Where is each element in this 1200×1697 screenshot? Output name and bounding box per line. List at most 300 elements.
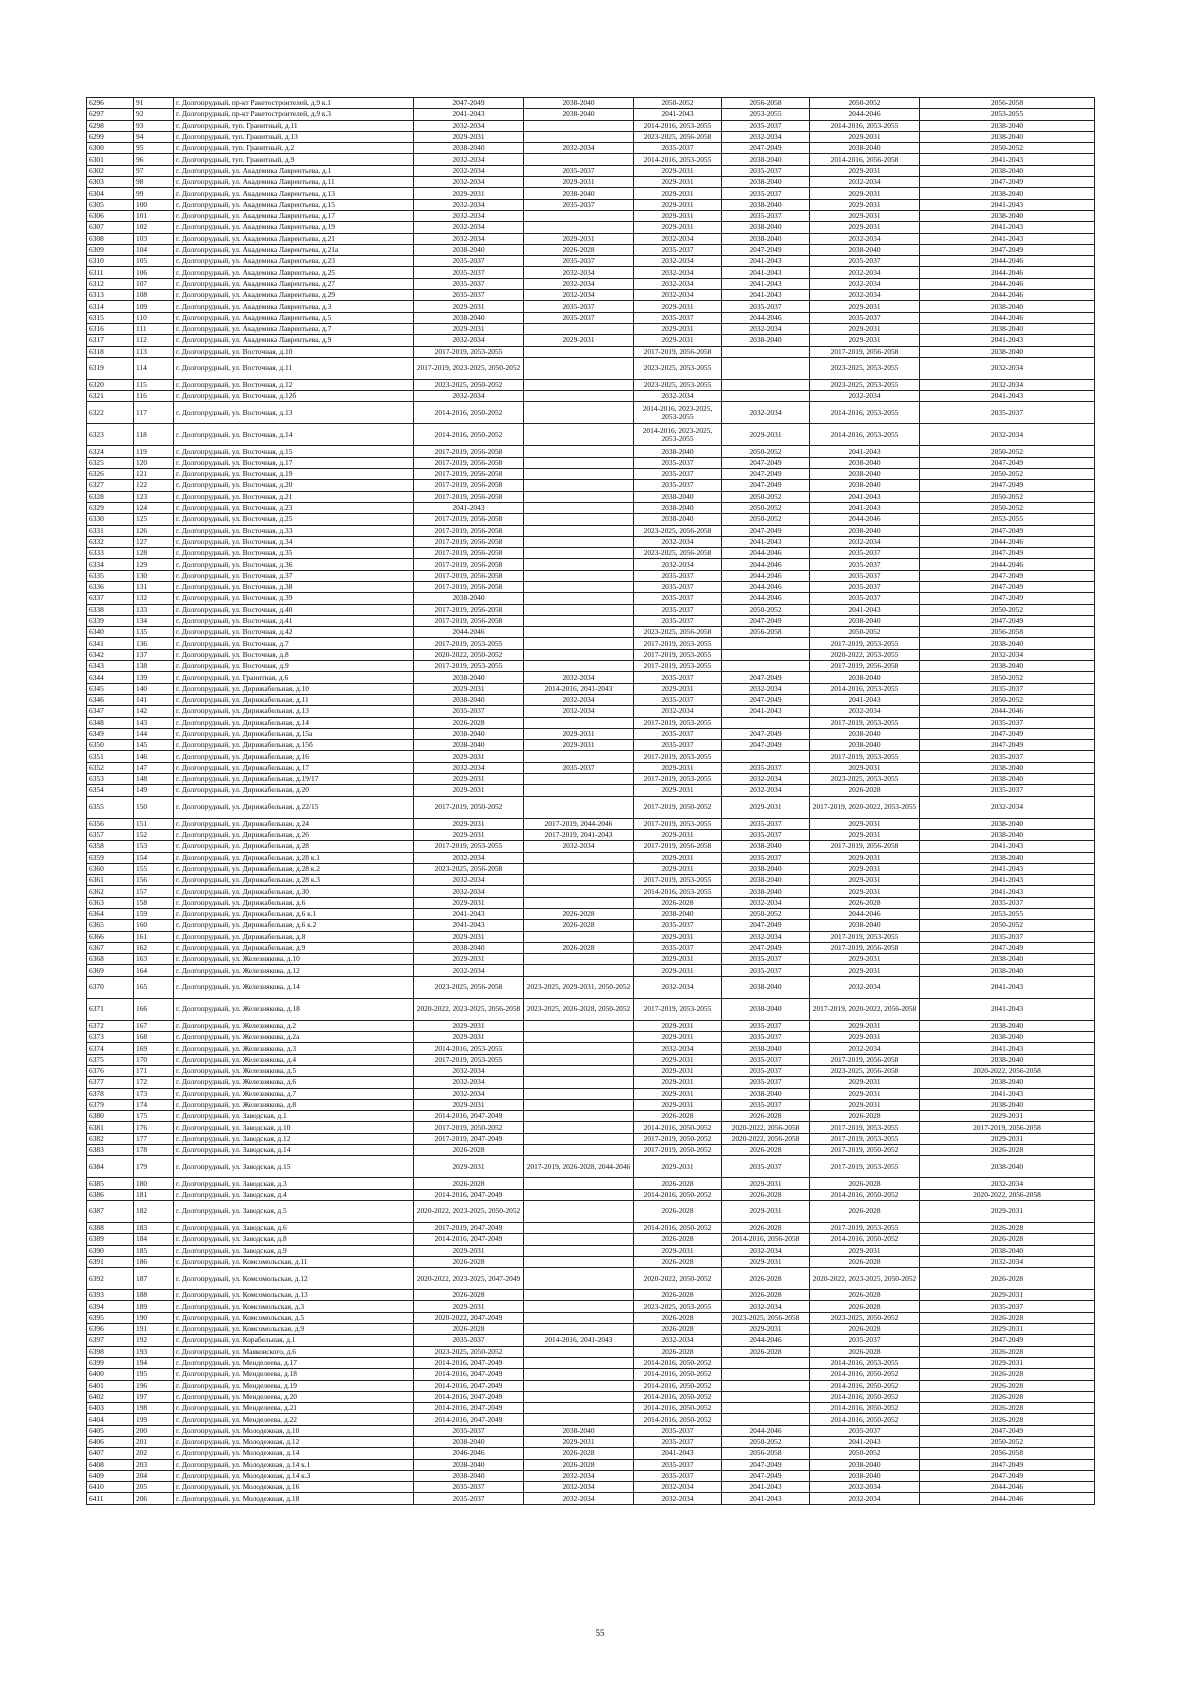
period-cell: 2035-2037 — [920, 717, 1095, 728]
period-cell: 2032-2034 — [524, 1493, 634, 1504]
period-cell: 2023-2025, 2050-2052 — [810, 1312, 920, 1323]
row-number: 6400 — [87, 1369, 134, 1380]
period-cell: 2029-2031 — [920, 1324, 1095, 1335]
period-cell: 2032-2034 — [414, 965, 524, 976]
table-row — [87, 841, 1095, 852]
address-cell: г. Долгопрудный, ул. Дирижабельная, д.15а — [174, 728, 414, 739]
row-number: 6371 — [87, 998, 134, 1020]
table-row — [87, 942, 1095, 953]
period-cell: 2047-2049 — [722, 615, 810, 626]
table-row — [87, 424, 1095, 446]
table-row — [87, 1020, 1095, 1031]
period-cell: 2026-2028 — [920, 1414, 1095, 1425]
address-cell: г. Долгопрудный, ул. Дирижабельная, д.6 — [174, 897, 414, 908]
period-cell — [722, 379, 810, 390]
row-number: 6397 — [87, 1335, 134, 1346]
period-cell: 2035-2037 — [634, 740, 722, 751]
period-cell: 2020-2022, 2056-2058 — [920, 1065, 1095, 1076]
table-row — [87, 1324, 1095, 1335]
address-cell: г. Долгопрудный, ул. Железнякова, д.14 — [174, 976, 414, 998]
table-row — [87, 233, 1095, 244]
period-cell: 2041-2043 — [634, 109, 722, 120]
address-cell: г. Долгопрудный, ул. Менделеева, д.17 — [174, 1357, 414, 1368]
row-number: 6369 — [87, 965, 134, 976]
row-number: 6329 — [87, 502, 134, 513]
period-cell: 2041-2043 — [722, 278, 810, 289]
item-number: 191 — [134, 1324, 174, 1335]
address-cell: г. Долгопрудный, ул. Восточная, д.9 — [174, 661, 414, 672]
period-cell: 2038-2040 — [920, 661, 1095, 672]
item-number: 162 — [134, 942, 174, 953]
table-row — [87, 1111, 1095, 1122]
period-cell: 2029-2031 — [634, 785, 722, 796]
period-cell: 2047-2049 — [722, 694, 810, 705]
period-cell: 2026-2028 — [634, 1324, 722, 1335]
item-number: 115 — [134, 379, 174, 390]
period-cell: 2014-2016, 2050-2052 — [634, 1391, 722, 1402]
item-number: 121 — [134, 469, 174, 480]
period-cell: 2035-2037 — [722, 852, 810, 863]
table-row — [87, 897, 1095, 908]
period-cell: 2035-2037 — [810, 256, 920, 267]
period-cell: 2026-2028 — [414, 1324, 524, 1335]
period-cell — [524, 154, 634, 165]
period-cell: 2035-2037 — [920, 785, 1095, 796]
row-number: 6303 — [87, 177, 134, 188]
period-cell: 2023-2025, 2053-2055 — [810, 357, 920, 379]
item-number: 163 — [134, 954, 174, 965]
period-cell: 2032-2034 — [810, 278, 920, 289]
period-cell: 2026-2028 — [722, 1145, 810, 1156]
period-cell: 2035-2037 — [722, 210, 810, 221]
table-row — [87, 1077, 1095, 1088]
period-cell — [524, 581, 634, 592]
period-cell: 2014-2016, 2053-2055 — [810, 120, 920, 131]
period-cell — [524, 346, 634, 357]
period-cell: 2035-2037 — [524, 312, 634, 323]
period-cell — [524, 446, 634, 457]
address-cell: г. Долгопрудный, ул. Заводская, д.4 — [174, 1189, 414, 1200]
address-cell: г. Долгопрудный, ул. Заводская, д.15 — [174, 1156, 414, 1178]
period-cell: 2014-2016, 2047-2049 — [414, 1189, 524, 1200]
period-cell: 2026-2028 — [810, 1256, 920, 1267]
period-cell: 2029-2031 — [722, 1200, 810, 1222]
period-cell: 2029-2031 — [722, 1324, 810, 1335]
period-cell — [524, 424, 634, 446]
period-cell: 2038-2040 — [722, 875, 810, 886]
period-cell: 2026-2028 — [634, 1200, 722, 1222]
item-number: 127 — [134, 536, 174, 547]
period-cell: 2029-2031 — [634, 222, 722, 233]
period-cell: 2038-2040 — [920, 954, 1095, 965]
period-cell: 2026-2028 — [810, 785, 920, 796]
period-cell: 2038-2040 — [414, 244, 524, 255]
item-number: 157 — [134, 886, 174, 897]
row-number: 6352 — [87, 762, 134, 773]
period-cell — [524, 323, 634, 334]
table-row — [87, 1357, 1095, 1368]
period-cell — [524, 570, 634, 581]
period-cell: 2035-2037 — [524, 165, 634, 176]
period-cell: 2017-2019, 2047-2049 — [414, 1222, 524, 1233]
table-row — [87, 627, 1095, 638]
period-cell: 2032-2034 — [722, 402, 810, 424]
period-cell: 2035-2037 — [634, 570, 722, 581]
period-cell — [524, 402, 634, 424]
period-cell: 2017-2019, 2056-2058 — [634, 841, 722, 852]
period-cell: 2017-2019, 2047-2049 — [414, 1133, 524, 1144]
row-number: 6367 — [87, 942, 134, 953]
address-cell: г. Долгопрудный, ул. Восточная, д.7 — [174, 638, 414, 649]
period-cell: 2038-2040 — [920, 1032, 1095, 1043]
period-cell: 2014-2016, 2050-2052 — [634, 1222, 722, 1233]
period-cell: 2038-2040 — [722, 222, 810, 233]
period-cell: 2014-2016, 2050-2052 — [414, 424, 524, 446]
period-cell: 2026-2028 — [634, 1346, 722, 1357]
period-cell: 2017-2019, 2053-2055 — [810, 751, 920, 762]
period-cell: 2017-2019, 2026-2028, 2044-2046 — [524, 1156, 634, 1178]
period-cell: 2047-2049 — [722, 480, 810, 491]
period-cell: 2029-2031 — [810, 301, 920, 312]
period-cell: 2029-2031 — [810, 165, 920, 176]
period-cell: 2038-2040 — [722, 841, 810, 852]
period-cell: 2032-2034 — [634, 559, 722, 570]
period-cell: 2020-2022, 2053-2055 — [810, 649, 920, 660]
period-cell: 2032-2034 — [810, 290, 920, 301]
period-cell: 2029-2031 — [634, 177, 722, 188]
period-cell: 2014-2016, 2053-2055 — [634, 886, 722, 897]
period-cell — [524, 1200, 634, 1222]
period-cell — [524, 1369, 634, 1380]
period-cell: 2020-2022, 2056-2058 — [722, 1133, 810, 1144]
period-cell: 2032-2034 — [722, 683, 810, 694]
row-number: 6299 — [87, 131, 134, 142]
item-number: 149 — [134, 785, 174, 796]
period-cell: 2035-2037 — [634, 581, 722, 592]
period-cell: 2014-2016, 2050-2052 — [810, 1403, 920, 1414]
period-cell: 2029-2031 — [414, 785, 524, 796]
period-cell: 2032-2034 — [524, 1482, 634, 1493]
period-cell: 2029-2031 — [810, 762, 920, 773]
table-row — [87, 965, 1095, 976]
period-cell: 2044-2046 — [920, 536, 1095, 547]
item-number: 130 — [134, 570, 174, 581]
table-row — [87, 785, 1095, 796]
address-cell: г. Долгопрудный, ул. Менделеева, д.21 — [174, 1403, 414, 1414]
period-cell: 2035-2037 — [920, 897, 1095, 908]
item-number: 107 — [134, 278, 174, 289]
table-row — [87, 751, 1095, 762]
period-cell: 2029-2031 — [810, 222, 920, 233]
item-number: 178 — [134, 1145, 174, 1156]
period-cell: 2041-2043 — [920, 998, 1095, 1020]
period-cell: 2017-2019, 2053-2055 — [634, 661, 722, 672]
address-cell: г. Долгопрудный, ул. Комсомольская, д.3 — [174, 1301, 414, 1312]
row-number: 6372 — [87, 1020, 134, 1031]
period-cell: 2026-2028 — [524, 1448, 634, 1459]
table-row — [87, 1493, 1095, 1504]
address-cell: г. Долгопрудный, ул. Восточная, д.36 — [174, 559, 414, 570]
period-cell — [524, 717, 634, 728]
period-cell — [524, 785, 634, 796]
period-cell: 2041-2043 — [920, 841, 1095, 852]
period-cell: 2035-2037 — [414, 267, 524, 278]
item-number: 142 — [134, 706, 174, 717]
item-number: 94 — [134, 131, 174, 142]
period-cell: 2047-2049 — [920, 548, 1095, 559]
period-cell: 2032-2034 — [414, 177, 524, 188]
period-cell: 2047-2049 — [920, 480, 1095, 491]
item-number: 197 — [134, 1391, 174, 1402]
period-cell: 2017-2019, 2056-2058 — [414, 615, 524, 626]
table-row — [87, 323, 1095, 334]
row-number: 6393 — [87, 1290, 134, 1301]
period-cell: 2032-2034 — [524, 143, 634, 154]
period-cell: 2046-2046 — [414, 1448, 524, 1459]
table-row — [87, 120, 1095, 131]
row-number: 6382 — [87, 1133, 134, 1144]
table-row — [87, 1403, 1095, 1414]
item-number: 109 — [134, 301, 174, 312]
period-cell: 2017-2019, 2056-2058 — [414, 570, 524, 581]
period-cell: 2047-2049 — [920, 1459, 1095, 1470]
period-cell: 2044-2046 — [920, 559, 1095, 570]
period-cell: 2044-2046 — [722, 559, 810, 570]
period-cell: 2047-2049 — [722, 457, 810, 468]
period-cell: 2047-2049 — [920, 581, 1095, 592]
period-cell: 2029-2031 — [634, 1065, 722, 1076]
period-cell: 2035-2037 — [810, 570, 920, 581]
address-cell: г. Долгопрудный, ул. Академика Лаврентьева, д.19 — [174, 222, 414, 233]
period-cell: 2038-2040 — [920, 188, 1095, 199]
period-cell: 2029-2031 — [634, 165, 722, 176]
period-cell: 2050-2052 — [920, 672, 1095, 683]
period-cell — [722, 638, 810, 649]
address-cell: г. Долгопрудный, ул. Дирижабельная, д.19/17 — [174, 774, 414, 785]
row-number: 6358 — [87, 841, 134, 852]
table-row — [87, 649, 1095, 660]
item-number: 101 — [134, 210, 174, 221]
period-cell: 2044-2046 — [722, 548, 810, 559]
address-cell: г. Долгопрудный, ул. Восточная, д.15 — [174, 446, 414, 457]
item-number: 137 — [134, 649, 174, 660]
period-cell — [722, 1391, 810, 1402]
period-cell: 2029-2031 — [810, 954, 920, 965]
address-cell: г. Долгопрудный, ул. Дирижабельная, д.28 — [174, 841, 414, 852]
item-number: 125 — [134, 514, 174, 525]
period-cell — [524, 638, 634, 649]
row-number: 6379 — [87, 1099, 134, 1110]
item-number: 131 — [134, 581, 174, 592]
table-row — [87, 469, 1095, 480]
period-cell: 2032-2034 — [920, 649, 1095, 660]
period-cell — [524, 1043, 634, 1054]
address-cell: г. Долгопрудный, ул. Дирижабельная, д.9 — [174, 942, 414, 953]
table-row — [87, 1312, 1095, 1323]
period-cell: 2017-2019, 2053-2055 — [810, 638, 920, 649]
period-cell — [524, 615, 634, 626]
period-cell: 2035-2037 — [634, 604, 722, 615]
period-cell: 2029-2031 — [414, 301, 524, 312]
period-cell: 2038-2040 — [920, 829, 1095, 840]
item-number: 187 — [134, 1268, 174, 1290]
address-cell: г. Долгопрудный, ул. Академика Лаврентьева, д.3 — [174, 301, 414, 312]
period-cell: 2035-2037 — [414, 706, 524, 717]
period-cell — [524, 863, 634, 874]
period-cell: 2032-2034 — [414, 233, 524, 244]
address-cell: г. Долгопрудный, ул. Академика Лаврентьева, д.5 — [174, 312, 414, 323]
table-row — [87, 1122, 1095, 1133]
period-cell — [524, 661, 634, 672]
table-row — [87, 570, 1095, 581]
row-number: 6381 — [87, 1122, 134, 1133]
period-cell: 2029-2031 — [414, 829, 524, 840]
period-cell: 2029-2031 — [634, 323, 722, 334]
period-cell: 2041-2043 — [810, 694, 920, 705]
period-cell: 2032-2034 — [634, 290, 722, 301]
period-cell: 2044-2046 — [920, 1482, 1095, 1493]
row-number: 6353 — [87, 774, 134, 785]
period-cell: 2023-2025, 2056-2058 — [414, 863, 524, 874]
period-cell: 2029-2031 — [634, 829, 722, 840]
period-cell: 2017-2019, 2041-2043 — [524, 829, 634, 840]
row-number: 6404 — [87, 1414, 134, 1425]
period-cell: 2029-2031 — [634, 1245, 722, 1256]
period-cell: 2035-2037 — [634, 469, 722, 480]
row-number: 6312 — [87, 278, 134, 289]
item-number: 145 — [134, 740, 174, 751]
period-cell: 2032-2034 — [810, 1043, 920, 1054]
period-cell: 2026-2028 — [414, 1256, 524, 1267]
address-cell: г. Долгопрудный, ул. Восточная, д.11 — [174, 357, 414, 379]
period-cell: 2038-2040 — [920, 774, 1095, 785]
item-number: 185 — [134, 1245, 174, 1256]
period-cell: 2014-2016, 2047-2049 — [414, 1391, 524, 1402]
row-number: 6323 — [87, 424, 134, 446]
period-cell: 2050-2052 — [722, 604, 810, 615]
row-number: 6385 — [87, 1178, 134, 1189]
period-cell: 2026-2028 — [920, 1234, 1095, 1245]
period-cell: 2050-2052 — [722, 1436, 810, 1447]
table-row — [87, 1032, 1095, 1043]
row-number: 6324 — [87, 446, 134, 457]
period-cell: 2029-2031 — [524, 728, 634, 739]
period-cell — [722, 1414, 810, 1425]
period-cell: 2038-2040 — [722, 976, 810, 998]
period-cell: 2035-2037 — [722, 188, 810, 199]
period-cell: 2047-2049 — [920, 244, 1095, 255]
table-row — [87, 1391, 1095, 1402]
period-cell: 2032-2034 — [414, 391, 524, 402]
period-cell: 2026-2028 — [634, 1178, 722, 1189]
period-cell: 2038-2040 — [810, 469, 920, 480]
period-cell: 2023-2025, 2026-2028, 2050-2052 — [524, 998, 634, 1020]
period-cell: 2032-2034 — [414, 199, 524, 210]
period-cell: 2017-2019, 2056-2058 — [414, 446, 524, 457]
period-cell: 2014-2016, 2047-2049 — [414, 1234, 524, 1245]
period-cell: 2017-2019, 2053-2055 — [414, 841, 524, 852]
period-cell: 2032-2034 — [414, 210, 524, 221]
period-cell: 2032-2034 — [414, 165, 524, 176]
period-cell: 2029-2031 — [634, 301, 722, 312]
period-cell: 2035-2037 — [722, 1099, 810, 1110]
period-cell: 2026-2028 — [414, 717, 524, 728]
address-cell: г. Долгопрудный, ул. Заводская, д.9 — [174, 1245, 414, 1256]
period-cell: 2050-2052 — [810, 627, 920, 638]
table-row — [87, 1448, 1095, 1459]
period-cell: 2026-2028 — [810, 897, 920, 908]
period-cell: 2029-2031 — [810, 131, 920, 142]
period-cell: 2032-2034 — [920, 1256, 1095, 1267]
period-cell: 2023-2025, 2053-2055 — [634, 1301, 722, 1312]
address-cell: г. Долгопрудный, ул. Железнякова, д.6 — [174, 1077, 414, 1088]
period-cell: 2032-2034 — [722, 774, 810, 785]
period-cell: 2029-2031 — [634, 1099, 722, 1110]
period-cell: 2014-2016, 2050-2052 — [414, 402, 524, 424]
period-cell — [524, 559, 634, 570]
period-cell: 2053-2055 — [920, 109, 1095, 120]
period-cell: 2032-2034 — [722, 785, 810, 796]
item-number: 98 — [134, 177, 174, 188]
item-number: 143 — [134, 717, 174, 728]
period-cell: 2038-2040 — [634, 909, 722, 920]
period-cell: 2038-2040 — [810, 672, 920, 683]
period-cell: 2041-2043 — [722, 706, 810, 717]
period-cell: 2017-2019, 2056-2058 — [810, 942, 920, 953]
period-cell: 2029-2031 — [414, 954, 524, 965]
period-cell: 2029-2031 — [414, 1301, 524, 1312]
row-number: 6361 — [87, 875, 134, 886]
period-cell: 2029-2031 — [634, 762, 722, 773]
period-cell: 2029-2031 — [524, 233, 634, 244]
period-cell: 2035-2037 — [634, 1436, 722, 1447]
item-number: 158 — [134, 897, 174, 908]
period-cell: 2038-2040 — [414, 1436, 524, 1447]
period-cell: 2041-2043 — [722, 1482, 810, 1493]
address-cell: г. Долгопрудный, ул. Академика Лаврентьева, д.13 — [174, 188, 414, 199]
period-cell: 2026-2028 — [810, 1346, 920, 1357]
address-cell: г. Долгопрудный, ул. Молодежная, д.14 к.3 — [174, 1470, 414, 1481]
period-cell — [524, 502, 634, 513]
row-number: 6319 — [87, 357, 134, 379]
address-cell: г. Долгопрудный, ул. Дирижабельная, д.22/15 — [174, 796, 414, 818]
period-cell: 2029-2031 — [810, 1032, 920, 1043]
period-cell: 2014-2016, 2056-2058 — [810, 154, 920, 165]
row-number: 6359 — [87, 852, 134, 863]
address-cell: г. Долгопрудный, ул. Восточная, д.35 — [174, 548, 414, 559]
period-cell: 2026-2028 — [722, 1222, 810, 1233]
period-cell — [524, 627, 634, 638]
period-cell: 2029-2031 — [524, 1436, 634, 1447]
address-cell: г. Долгопрудный, ул. Заводская, д.14 — [174, 1145, 414, 1156]
period-cell: 2032-2034 — [524, 1470, 634, 1481]
period-cell: 2035-2037 — [634, 1459, 722, 1470]
period-cell: 2029-2031 — [414, 1245, 524, 1256]
period-cell: 2032-2034 — [414, 154, 524, 165]
period-cell: 2035-2037 — [634, 942, 722, 953]
address-cell: г. Долгопрудный, туп. Гранитный, д.13 — [174, 131, 414, 142]
period-cell: 2041-2043 — [722, 536, 810, 547]
period-cell: 2038-2040 — [634, 446, 722, 457]
item-number: 165 — [134, 976, 174, 998]
row-number: 6375 — [87, 1054, 134, 1065]
period-cell: 2023-2025, 2050-2052 — [414, 1346, 524, 1357]
period-cell — [722, 1403, 810, 1414]
schedule-table — [86, 97, 1095, 1505]
address-cell: г. Долгопрудный, ул. Восточная, д.40 — [174, 604, 414, 615]
row-number: 6394 — [87, 1301, 134, 1312]
period-cell: 2017-2019, 2020-2022, 2053-2055 — [810, 796, 920, 818]
